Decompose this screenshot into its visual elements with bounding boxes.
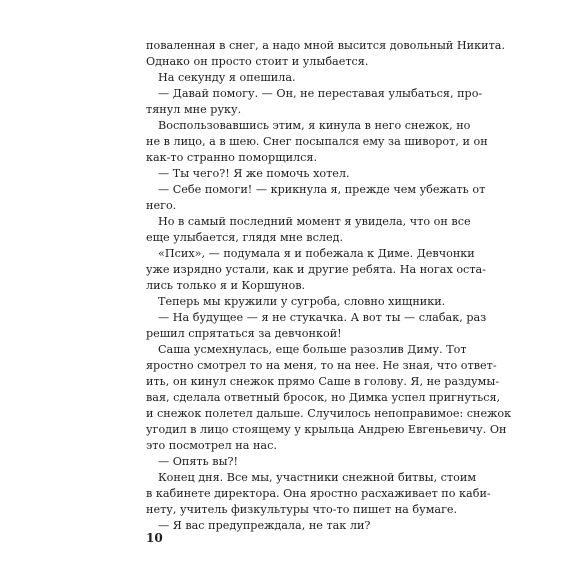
text-line: еще улыбается, глядя мне вслед. xyxy=(146,231,344,244)
text-line: Саша усмехнулась, еще больше разозлив Диму. Тот xyxy=(158,343,467,356)
text-line: лись только я и Коршунов. xyxy=(146,279,306,292)
text-line: — Опять вы?! xyxy=(158,455,238,468)
text-line: — Я вас предупреждала, не так ли? xyxy=(158,519,371,532)
text-line: «Псих», — подумала я и побежала к Диме. Девчонки xyxy=(158,247,475,260)
text-line: уже изрядно устали, как и другие ребята. На ногах оста- xyxy=(146,263,486,276)
text-line: Однако он просто стоит и улыбается. xyxy=(146,55,369,68)
text-line: решил спрятаться за девчонкой! xyxy=(146,327,342,340)
page-number: 10 xyxy=(146,531,163,545)
text-line: вая, сделала ответный бросок, но Димка успел пригнуться, xyxy=(146,391,501,404)
text-line: На секунду я опешила. xyxy=(158,71,296,84)
text-line: тянул мне руку. xyxy=(146,103,242,116)
text-line: — На будущее — я не стукачка. А вот ты — слабак, раз xyxy=(158,311,487,324)
text-line: не в лицо, а в шею. Снег посыпался ему за шиворот, и он xyxy=(146,135,488,148)
text-line: как-то странно поморщился. xyxy=(146,151,318,164)
text-line: Воспользовавшись этим, я кинула в него снежок, но xyxy=(158,119,471,132)
text-line: яростно смотрел то на меня, то на нее. Не зная, что ответ- xyxy=(146,359,497,372)
text-line: и снежок полетел дальше. Случилось непоправимое: снежок xyxy=(146,407,512,420)
text-line: — Давай помогу. — Он, не переставая улыбаться, про- xyxy=(158,87,483,100)
text-line: Но в самый последний момент я увидела, что он все xyxy=(158,215,471,228)
text-line: поваленная в снег, а надо мной высится довольный Никита. xyxy=(146,39,505,52)
text-line: Теперь мы кружили у сугроба, словно хищники. xyxy=(158,295,446,308)
text-line: угодил в лицо стоящему у крыльца Андрею Евгеньевичу. Он xyxy=(146,423,507,436)
text-line: — Ты чего?! Я же помочь хотел. xyxy=(158,167,350,180)
text-line: это посмотрел на нас. xyxy=(146,439,277,452)
text-line: Конец дня. Все мы, участники снежной битвы, стоим xyxy=(158,471,477,484)
text-line: нету, учитель физкультуры что-то пишет на бумаге. xyxy=(146,503,458,516)
text-line: ить, он кинул снежок прямо Саше в голову. Я, не раздумы- xyxy=(146,375,500,388)
text-line: — Себе помоги! — крикнула я, прежде чем убежать от xyxy=(158,183,486,196)
text-line: в кабинете директора. Она яростно расхаживает по каби- xyxy=(146,487,491,500)
text-line: него. xyxy=(146,199,177,212)
